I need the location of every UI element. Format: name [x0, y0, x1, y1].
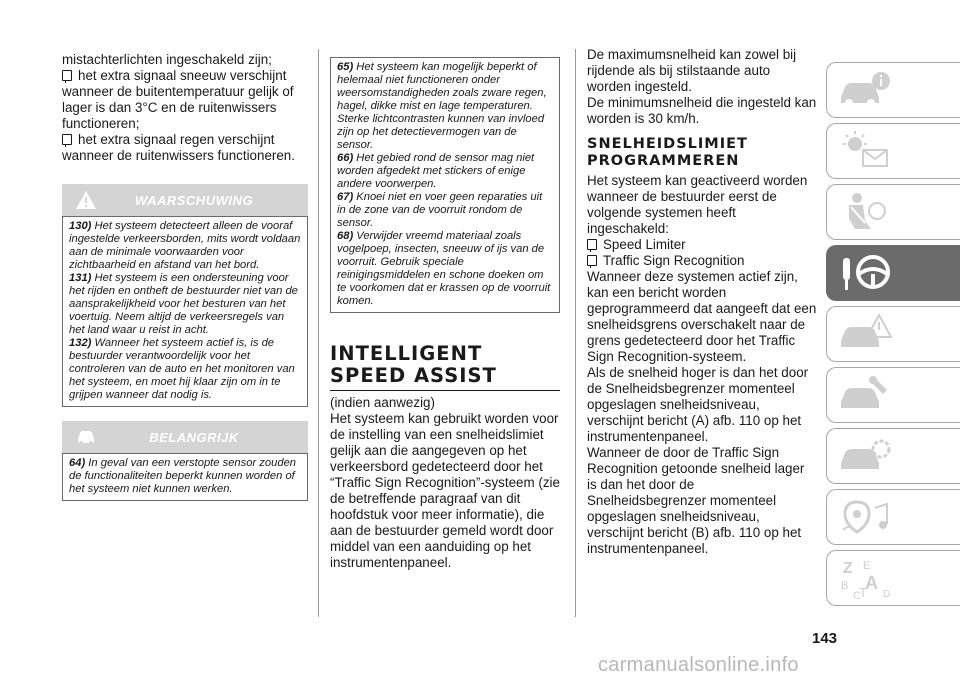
right-column: [587, 47, 817, 557]
list-item: 131) Het systeem is een ondersteuning voor het rijden en ontheft de bestuurder niet van de aansprakelijkheid voor het besturen van het voertuig. Neem altijd de verkeersregels van het land waar u reist in acht.: [69, 272, 298, 336]
list-item: Traffic Sign Recognition: [587, 253, 817, 269]
checkbox-bullet-icon: [587, 239, 597, 250]
important-box-continued: [330, 57, 560, 313]
list-item: 68) Verwijder vreemd materiaal zoals vogelpoep, insecten, sneeuw of ijs van de voorruit. Gebruik speciale reinigingsmiddelen en schone doeken om te voorkomen dat er krassen op de voorruit komen.: [337, 230, 551, 307]
index-letter: C: [853, 590, 861, 601]
tab-maintenance[interactable]: [826, 367, 960, 423]
car-info-icon: [835, 67, 895, 113]
emergency-triangle-icon: [835, 311, 895, 357]
technical-data-icon: [835, 433, 895, 479]
list-item: het extra signaal regen verschijnt wanneer de ruitenwissers functioneren.: [62, 132, 295, 163]
index-letters-icon: [835, 555, 895, 601]
tab-multimedia[interactable]: [826, 489, 960, 545]
list-item: 64) In geval van een verstopte sensor zouden de functionaliteiten beperkt kunnen worden of het systeem niet kunnen werken.: [69, 457, 297, 495]
tab-safety[interactable]: [826, 184, 960, 240]
index-letter: A: [865, 573, 878, 593]
middle-column: [330, 57, 560, 571]
checkbox-bullet-icon: [587, 255, 597, 266]
left-column: [62, 52, 308, 501]
checkbox-bullet-icon: [62, 70, 72, 81]
warning-banner: [62, 184, 308, 216]
multimedia-icon: [835, 494, 895, 540]
list-item: het extra signaal sneeuw verschijnt wanneer de buitentemperatuur gelijk of lager is dan 3°C en de ruitenwissers functioneren;: [62, 68, 294, 131]
section-subtitle: (indien aanwezig): [330, 395, 435, 410]
watermark-text: carmanualsonline.info: [598, 654, 799, 676]
airbag-seat-icon: [835, 189, 895, 235]
tab-emergency[interactable]: [826, 306, 960, 362]
important-box: [62, 453, 308, 501]
column-divider: [318, 49, 319, 617]
checkbox-bullet-icon: [62, 134, 72, 145]
maintenance-car-icon: [835, 372, 895, 418]
warning-triangle-icon: [62, 190, 110, 210]
list-item: 130) Het systeem detecteert alleen de vooraf ingestelde verkeersborden, mits wordt voldaan aan de minimale voorwaarden voor zichtbaarheid en afstand van het bord.: [69, 220, 301, 271]
index-letter: T: [859, 585, 867, 600]
car-important-icon: [62, 427, 110, 447]
tab-index[interactable]: [826, 550, 960, 606]
tab-car-info[interactable]: [826, 62, 960, 118]
paragraph: Wanneer deze systemen actief zijn, kan een bericht worden geprogrammeerd dat aangeeft dat een snelheidsgrens overschakelt naar de grens gedetecteerd door het Traffic Sign Recognition-systeem.: [587, 269, 817, 364]
tab-technical-data[interactable]: [826, 428, 960, 484]
subsection-heading: SNELHEIDSLIMIET PROGRAMMEREN: [587, 136, 748, 169]
paragraph: Wanneer de door de Traffic Sign Recognition getoonde snelheid lager is dan het door de Snelheidsbegrenzer momenteel opgeslagen snelheidsniveau, verschijnt bericht (B) afb. 110 op het instrumentenpaneel.: [587, 445, 805, 556]
warning-box: [62, 216, 308, 407]
list-item: 65) Het systeem kan mogelijk beperkt of helemaal niet functioneren onder weersomstandigheden zoals zware regen, hagel, dikke mist en lage temperaturen. Sterke lichtcontrasten kunnen van invloed zijn op het detectievermogen van de sensor.: [337, 61, 547, 151]
list-item: 132) Wanneer het systeem actief is, is de bestuurder verantwoordelijk voor het controleren van de auto en het monitoren van het systeem, en moet hij klaar zijn om in te grijpen wanneer dat nodig is.: [69, 337, 295, 401]
paragraph: De maximumsnelheid kan zowel bij rijdende als bij stilstaande auto worden ingesteld.: [587, 47, 797, 94]
index-letter: Z: [843, 560, 853, 577]
important-title: BELANGRIJK: [149, 429, 239, 445]
index-letter: B: [841, 580, 849, 592]
page-number: 143: [812, 630, 838, 647]
warning-title: WAARSCHUWING: [135, 192, 253, 208]
section-paragraph: Het systeem kan gebruikt worden voor de instelling van een snelheidslimiet gelijk aan die aangegeven op het verkeersbord gedetecteerd door het “Traffic Sign Recognition”-systeem (zie de betreffende paragraaf van dit hoofdstuk voor meer informatie), die aan de bestuurder gemeld wordt door middel van een aanduiding op het instrumentenpaneel.: [330, 411, 560, 570]
important-banner: [62, 421, 308, 453]
section-heading: INTELLIGENT SPEED ASSIST: [330, 342, 497, 387]
warning-lights-icon: [835, 128, 895, 174]
paragraph: Het systeem kan geactiveerd worden wanneer de bestuurder eerst de volgende systemen heeft ingeschakeld:: [587, 173, 808, 236]
paragraph: Als de snelheid hoger is dan het door de Snelheidsbegrenzer momenteel opgeslagen snelheidsniveau, verschijnt bericht (A) afb. 110 op het instrumentenpaneel.: [587, 365, 809, 444]
list-item: 67) Knoei niet en voer geen reparaties uit in de zone van de voorruit rondom de sensor.: [337, 191, 543, 229]
heading-underline: [330, 390, 560, 391]
list-item: 66) Het gebied rond de sensor mag niet worden afgedekt met stickers of enige andere voorwerpen.: [337, 152, 535, 190]
steering-wheel-key-icon: [835, 250, 895, 296]
tab-warning-lights[interactable]: [826, 123, 960, 179]
tab-starting-driving[interactable]: [826, 245, 960, 301]
column-divider: [575, 49, 576, 617]
list-item: Speed Limiter: [587, 237, 817, 253]
paragraph: De minimumsnelheid die ingesteld kan worden is 30 km/h.: [587, 95, 817, 126]
index-letter: E: [863, 560, 871, 572]
intro-text: mistachterlichten ingeschakeld zijn;: [62, 52, 272, 67]
index-letter: D: [883, 589, 891, 600]
